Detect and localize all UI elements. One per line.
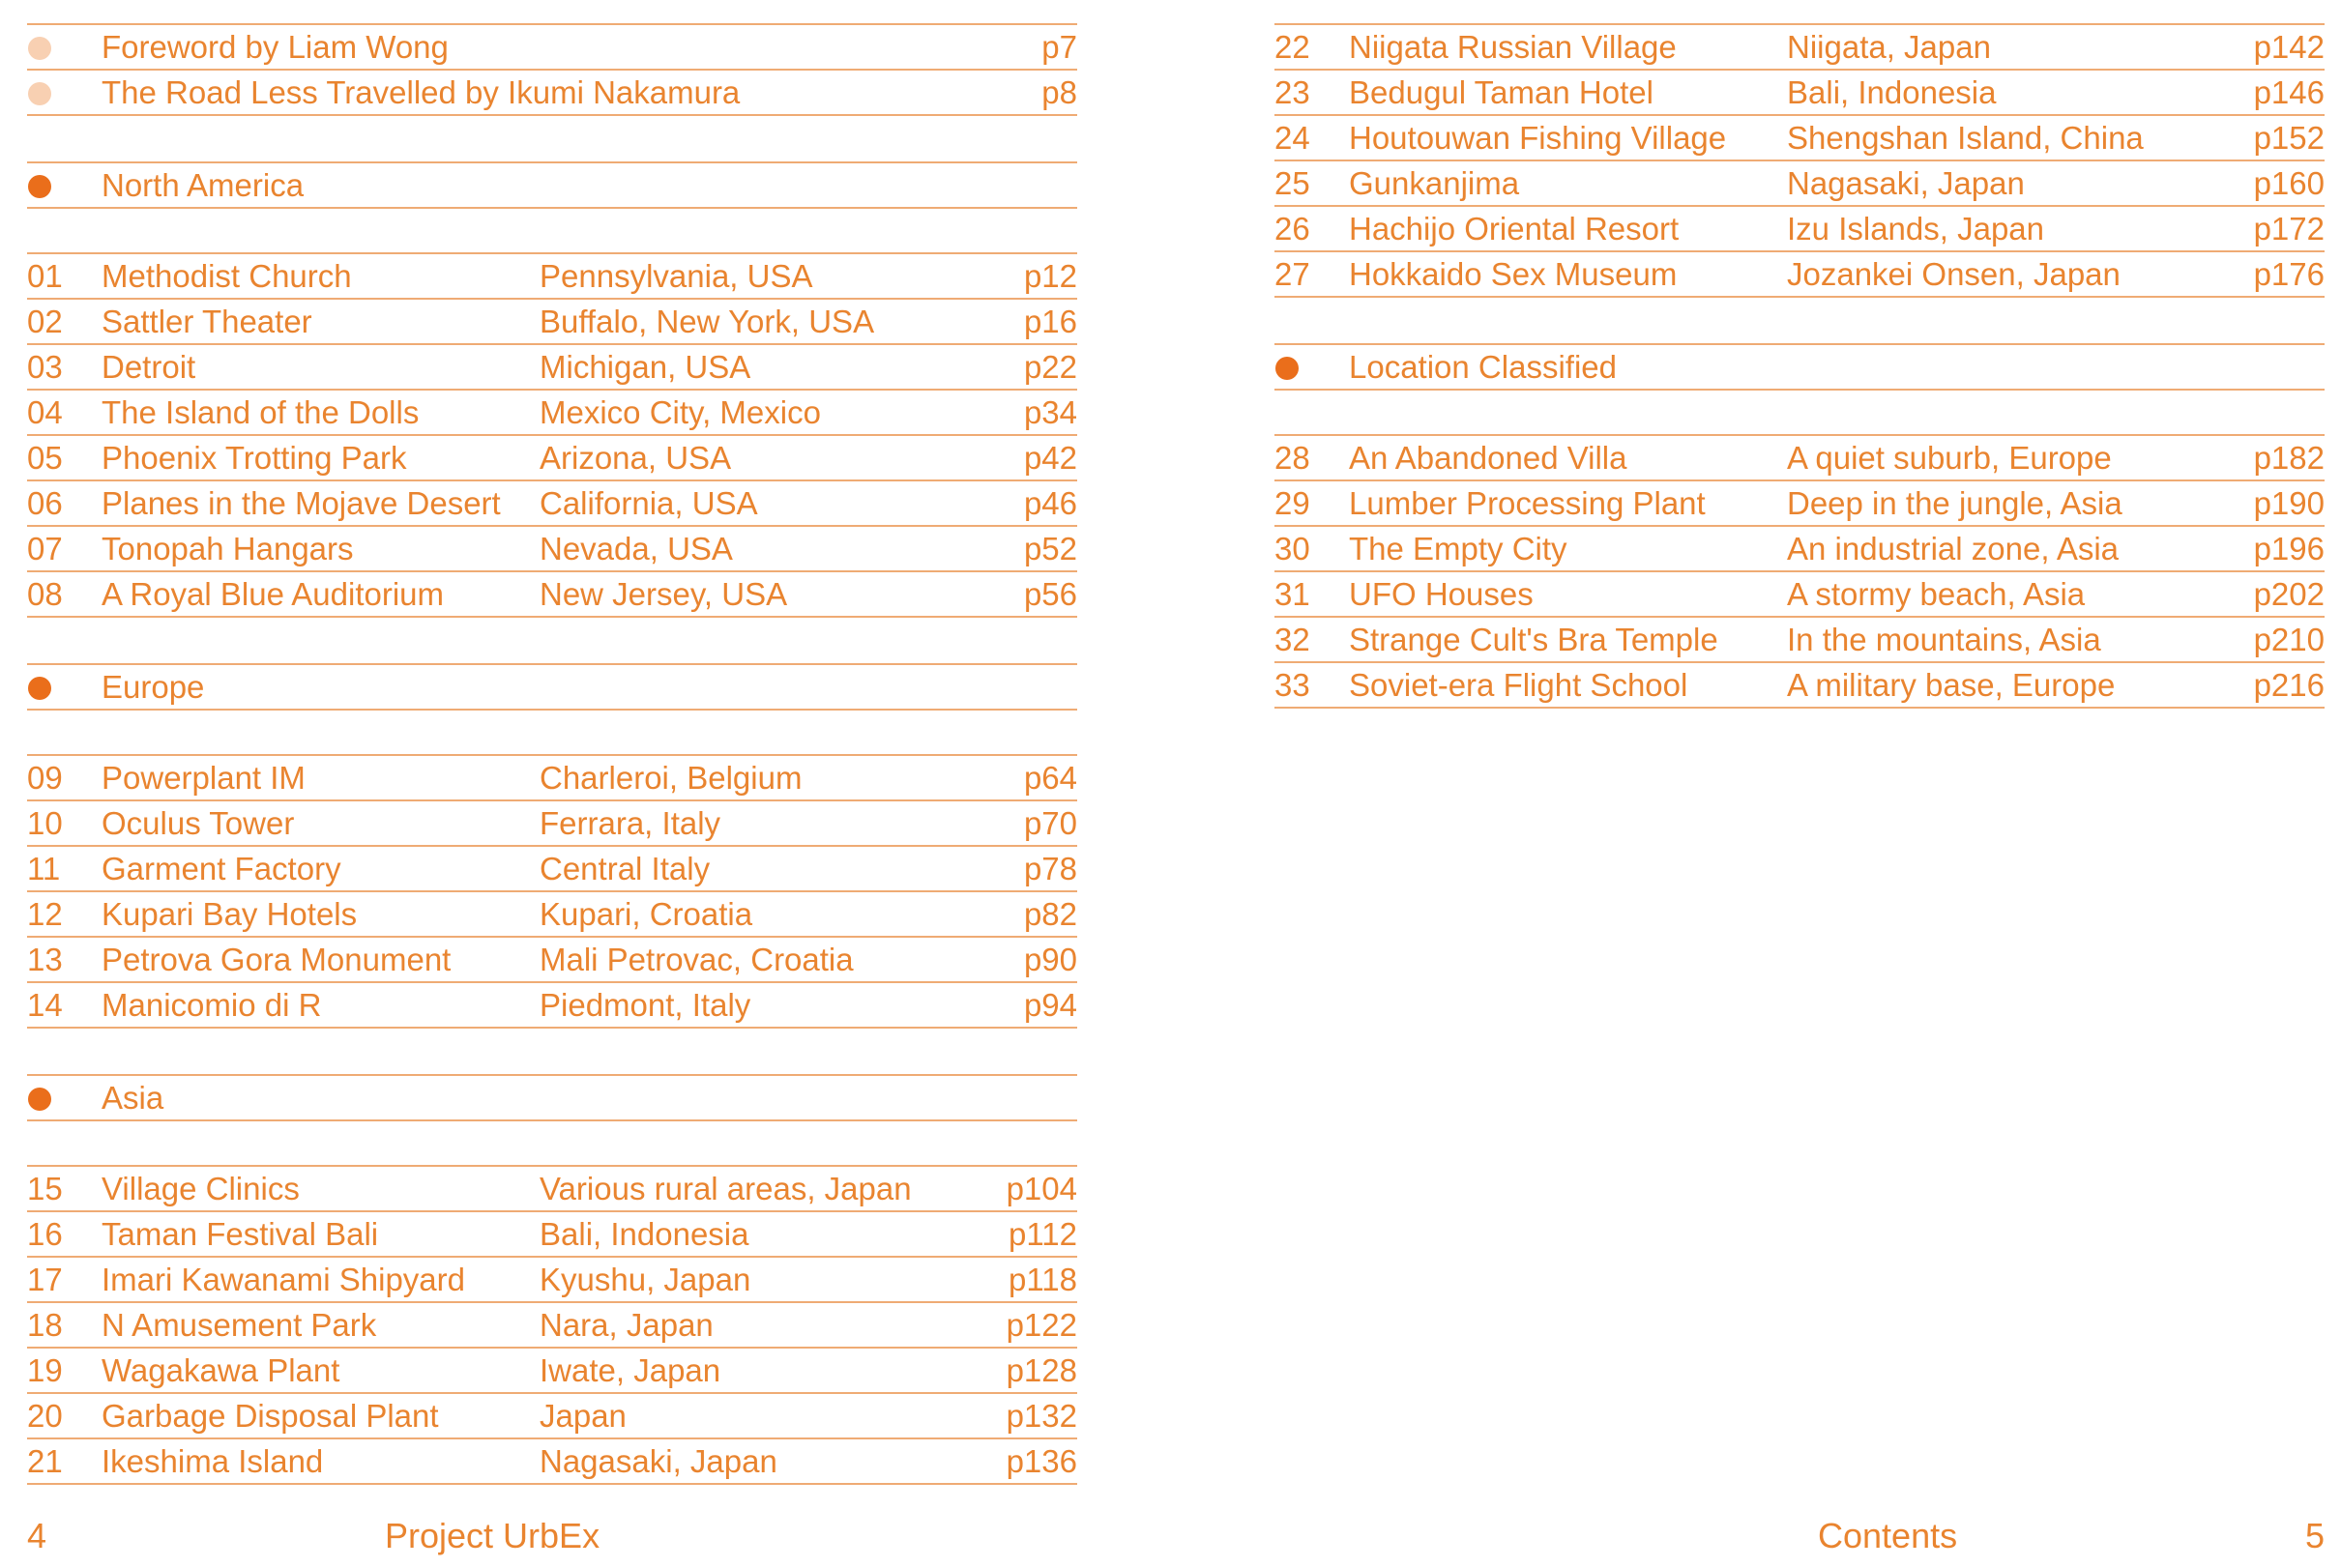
contents-entry[interactable]: [1274, 570, 2325, 616]
divider: [27, 1119, 1077, 1165]
contents-entry[interactable]: [27, 570, 1077, 618]
contents-entry[interactable]: [1274, 525, 2325, 570]
entry-number: 17: [27, 1262, 63, 1297]
entry-location: Mali Petrovac, Croatia: [540, 942, 854, 977]
entry-page: p90: [1023, 942, 1077, 977]
contents-column-left: [27, 23, 1077, 1485]
entry-number: 12: [27, 896, 63, 932]
section-gap: [27, 618, 1077, 663]
entry-title: Soviet-era Flight School: [1349, 667, 1688, 703]
entry-location: An industrial zone, Asia: [1787, 531, 2120, 566]
entry-title: Niigata Russian Village: [1349, 29, 1677, 65]
contents-entry[interactable]: [27, 389, 1077, 434]
entry-page: p132: [1006, 1398, 1077, 1434]
contents-entry[interactable]: [1274, 616, 2325, 661]
section-gap: [27, 116, 1077, 161]
contents-column-right: [1274, 23, 2325, 709]
entry-page: p78: [1023, 851, 1077, 886]
entry-location: Bali, Indonesia: [1787, 74, 1997, 110]
entry-number: 29: [1274, 485, 1310, 521]
entry-title: Garment Factory: [102, 851, 341, 886]
entry-number: 23: [1274, 74, 1310, 110]
entry-location: Michigan, USA: [540, 349, 751, 385]
entry-number: 11: [27, 851, 61, 886]
entry-page: p196: [2253, 531, 2325, 566]
entry-page: p112: [1009, 1216, 1077, 1252]
entry-number: 21: [27, 1443, 63, 1479]
entry-title: Strange Cult's Bra Temple: [1349, 622, 1718, 657]
entry-title: Manicomio di R: [102, 987, 322, 1023]
entry-page: p42: [1023, 440, 1077, 476]
entry-page: p202: [2253, 576, 2325, 612]
entry-title: Hokkaido Sex Museum: [1349, 256, 1678, 292]
entry-number: 18: [27, 1307, 63, 1343]
entry-location: Kyushu, Japan: [540, 1262, 751, 1297]
entry-page: p182: [2253, 440, 2325, 476]
section-heading-label: North America: [102, 167, 305, 203]
entry-location: Deep in the jungle, Asia: [1787, 485, 2122, 521]
entry-title: Phoenix Trotting Park: [102, 440, 407, 476]
entry-location: Nevada, USA: [540, 531, 733, 566]
entry-page: p210: [2253, 622, 2325, 657]
contents-entry[interactable]: [1274, 69, 2325, 114]
entry-title: UFO Houses: [1349, 576, 1534, 612]
entry-number: 19: [27, 1352, 63, 1388]
entry-number: 25: [1274, 165, 1310, 201]
contents-entry[interactable]: [27, 343, 1077, 389]
contents-entry[interactable]: [27, 981, 1077, 1029]
contents-entry[interactable]: [1274, 250, 2325, 298]
entry-page: p190: [2253, 485, 2325, 521]
contents-entry[interactable]: [27, 754, 1077, 799]
contents-entry[interactable]: [27, 479, 1077, 525]
entry-location: Central Italy: [540, 851, 711, 886]
contents-entry[interactable]: [27, 434, 1077, 479]
entry-title: A Royal Blue Auditorium: [102, 576, 445, 612]
contents-entry[interactable]: [1274, 434, 2325, 479]
front-matter-item[interactable]: [27, 69, 1077, 116]
entry-page: p118: [1009, 1262, 1077, 1297]
divider: [27, 709, 1077, 754]
bullet-dot-icon: [28, 37, 51, 60]
entry-location: In the mountains, Asia: [1787, 622, 2101, 657]
entry-page: p52: [1023, 531, 1077, 566]
section-gap: [1274, 298, 2325, 343]
contents-entry[interactable]: [27, 525, 1077, 570]
entry-page: p122: [1006, 1307, 1077, 1343]
entry-number: 02: [27, 304, 63, 339]
entry-number: 15: [27, 1171, 63, 1206]
bullet-dot-icon: [28, 1088, 51, 1111]
entry-title: Bedugul Taman Hotel: [1349, 74, 1653, 110]
section-heading-europe: [27, 663, 1077, 709]
entry-title: Hachijo Oriental Resort: [1349, 211, 1680, 247]
contents-entry[interactable]: [27, 1210, 1077, 1256]
entry-location: Arizona, USA: [540, 440, 732, 476]
entry-title: Detroit: [102, 349, 196, 385]
entry-title: Petrova Gora Monument: [102, 942, 452, 977]
entry-page: p104: [1006, 1171, 1077, 1206]
divider: [1274, 389, 2325, 434]
entry-title: Sattler Theater: [102, 304, 312, 339]
entry-title: Oculus Tower: [102, 805, 295, 841]
entry-location: A quiet suburb, Europe: [1787, 440, 2112, 476]
entry-number: 31: [1274, 576, 1310, 612]
section-heading-asia: [27, 1074, 1077, 1119]
entry-location: Piedmont, Italy: [540, 987, 751, 1023]
entry-location: Nara, Japan: [540, 1307, 714, 1343]
entry-title: Houtouwan Fishing Village: [1349, 120, 1727, 156]
contents-entry[interactable]: [1274, 661, 2325, 709]
bullet-dot-icon: [1275, 357, 1299, 380]
entry-title: Methodist Church: [102, 258, 352, 294]
contents-entry[interactable]: [1274, 23, 2325, 69]
entry-location: California, USA: [540, 485, 758, 521]
entry-title: Lumber Processing Plant: [1349, 485, 1706, 521]
entry-location: A military base, Europe: [1787, 667, 2116, 703]
entry-number: 08: [27, 576, 63, 612]
entry-page: p142: [2253, 29, 2325, 65]
contents-entry[interactable]: [27, 845, 1077, 890]
contents-entry[interactable]: [27, 1165, 1077, 1210]
entry-location: Shengshan Island, China: [1787, 120, 2144, 156]
entry-title: Powerplant IM: [102, 760, 306, 796]
entry-page: p136: [1006, 1443, 1077, 1479]
entry-number: 27: [1274, 256, 1310, 292]
entry-title: Taman Festival Bali: [102, 1216, 379, 1252]
section-heading-north-america: [27, 161, 1077, 207]
entry-page: p216: [2253, 667, 2325, 703]
entry-number: 01: [27, 258, 63, 294]
entry-title: Imari Kawanami Shipyard: [102, 1262, 465, 1297]
entry-location: Iwate, Japan: [540, 1352, 721, 1388]
entry-title: Foreword by Liam Wong: [102, 29, 449, 65]
entry-title: Ikeshima Island: [102, 1443, 324, 1479]
section-heading-label: Europe: [102, 669, 205, 705]
footer-book-title: Project UrbEx: [385, 1516, 600, 1555]
entry-location: Bali, Indonesia: [540, 1216, 749, 1252]
entry-number: 32: [1274, 622, 1310, 657]
contents-entry[interactable]: [27, 1347, 1077, 1392]
contents-entry[interactable]: [27, 1256, 1077, 1301]
entry-title: Garbage Disposal Plant: [102, 1398, 439, 1434]
section-heading-label: Location Classified: [1349, 349, 1617, 385]
entry-title: Tonopah Hangars: [102, 531, 354, 566]
bullet-dot-icon: [28, 677, 51, 700]
entry-title: Wagakawa Plant: [102, 1352, 340, 1388]
entry-title: Village Clinics: [102, 1171, 300, 1206]
entry-location: Buffalo, New York, USA: [540, 304, 875, 339]
entry-page: p172: [2253, 211, 2325, 247]
entry-number: 14: [27, 987, 63, 1023]
entry-page: p56: [1023, 576, 1077, 612]
entry-location: Charleroi, Belgium: [540, 760, 803, 796]
entry-page: p82: [1023, 896, 1077, 932]
entry-location: Jozankei Onsen, Japan: [1787, 256, 2121, 292]
bullet-dot-icon: [28, 82, 51, 105]
entry-location: New Jersey, USA: [540, 576, 788, 612]
entry-page: p16: [1023, 304, 1077, 339]
entry-location: Pennsylvania, USA: [540, 258, 813, 294]
contents-entry[interactable]: [27, 298, 1077, 343]
contents-entry[interactable]: [27, 890, 1077, 936]
entry-title: Gunkanjima: [1349, 165, 1520, 201]
entry-number: 24: [1274, 120, 1310, 156]
entry-page: p146: [2253, 74, 2325, 110]
section-heading-location-classified: [1274, 343, 2325, 389]
footer-left-page-number: 4: [27, 1516, 47, 1555]
entry-number: 20: [27, 1398, 63, 1434]
entry-location: Ferrara, Italy: [540, 805, 721, 841]
entry-title: N Amusement Park: [102, 1307, 377, 1343]
entry-number: 09: [27, 760, 63, 796]
divider: [27, 207, 1077, 252]
entry-title: Planes in the Mojave Desert: [102, 485, 501, 521]
contents-entry[interactable]: [1274, 114, 2325, 160]
entry-number: 26: [1274, 211, 1310, 247]
entry-number: 03: [27, 349, 63, 385]
entry-page: p160: [2253, 165, 2325, 201]
entry-page: p70: [1023, 805, 1077, 841]
contents-entry[interactable]: [27, 1301, 1077, 1347]
entry-location: Niigata, Japan: [1787, 29, 1991, 65]
bullet-dot-icon: [28, 175, 51, 198]
contents-entry[interactable]: [1274, 160, 2325, 205]
section-gap: [27, 1029, 1077, 1074]
entry-page: p128: [1006, 1352, 1077, 1388]
entry-number: 16: [27, 1216, 63, 1252]
entry-page: p22: [1023, 349, 1077, 385]
contents-entry[interactable]: [27, 1392, 1077, 1437]
front-matter-item[interactable]: [27, 23, 1077, 69]
contents-entry[interactable]: [27, 1437, 1077, 1485]
entry-title: An Abandoned Villa: [1349, 440, 1627, 476]
entry-number: 06: [27, 485, 63, 521]
entry-page: p152: [2253, 120, 2325, 156]
entry-number: 05: [27, 440, 63, 476]
entry-location: Kupari, Croatia: [540, 896, 753, 932]
entry-location: Nagasaki, Japan: [1787, 165, 2025, 201]
entry-title: The Empty City: [1349, 531, 1567, 566]
entry-page: p94: [1023, 987, 1077, 1023]
entry-number: 33: [1274, 667, 1310, 703]
entry-page: p46: [1023, 485, 1077, 521]
footer-right-page-number: 5: [2304, 1516, 2325, 1555]
entry-location: Nagasaki, Japan: [540, 1443, 777, 1479]
entry-title: The Road Less Travelled by Ikumi Nakamura: [102, 74, 741, 110]
footer-section-title: Contents: [1818, 1516, 1958, 1555]
entry-page: p12: [1023, 258, 1077, 294]
entry-number: 10: [27, 805, 63, 841]
contents-entry[interactable]: [27, 252, 1077, 298]
entry-number: 30: [1274, 531, 1310, 566]
entry-page: p7: [1041, 29, 1077, 65]
entry-number: 22: [1274, 29, 1310, 65]
entry-location: Japan: [540, 1398, 627, 1434]
entry-location: A stormy beach, Asia: [1787, 576, 2086, 612]
entry-location: Mexico City, Mexico: [540, 394, 821, 430]
entry-title: Kupari Bay Hotels: [102, 896, 358, 932]
entry-number: 04: [27, 394, 63, 430]
entry-page: p64: [1023, 760, 1077, 796]
entry-location: Various rural areas, Japan: [540, 1171, 912, 1206]
entry-page: p8: [1041, 74, 1077, 110]
contents-entry[interactable]: [27, 936, 1077, 981]
entry-title: The Island of the Dolls: [102, 394, 420, 430]
contents-entry[interactable]: [27, 799, 1077, 845]
entry-number: 28: [1274, 440, 1310, 476]
contents-entry[interactable]: [1274, 479, 2325, 525]
section-heading-label: Asia: [102, 1080, 164, 1116]
entry-page: p176: [2253, 256, 2325, 292]
entry-number: 13: [27, 942, 63, 977]
contents-entry[interactable]: [1274, 205, 2325, 250]
entry-page: p34: [1023, 394, 1077, 430]
entry-location: Izu Islands, Japan: [1787, 211, 2044, 247]
entry-number: 07: [27, 531, 63, 566]
